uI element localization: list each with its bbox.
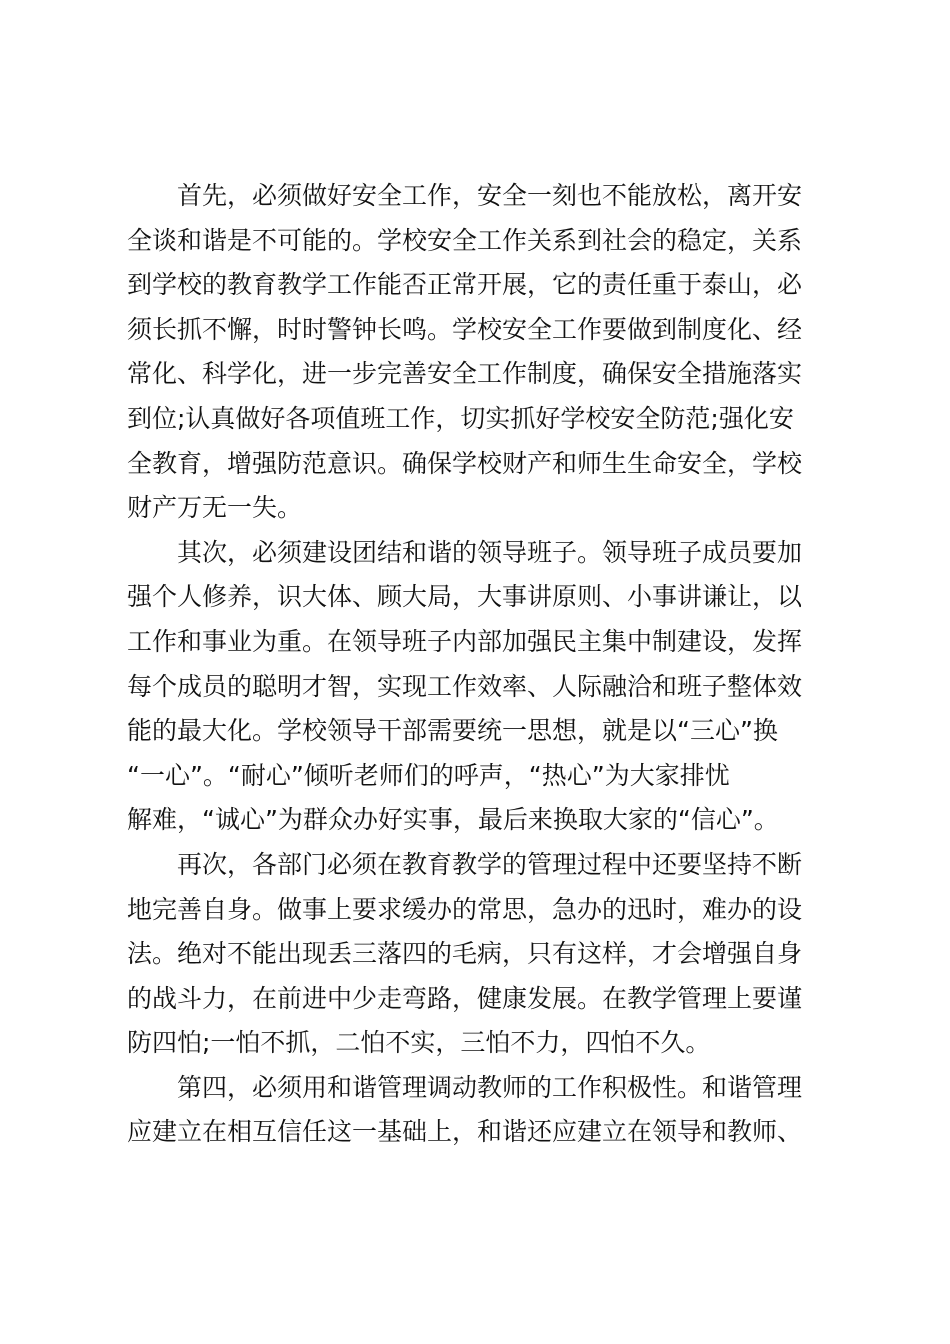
paragraph-safety — [127, 174, 835, 531]
text-line: 第四，必须用和谐管理调动教师的工作积极性。和谐管理 — [127, 1072, 803, 1102]
text-line: 解难，“诚心”为群众办好实事，最后来换取大家的“信心”。 — [127, 805, 779, 835]
paragraph-leadership — [127, 531, 835, 843]
text-line: 到学校的教育教学工作能否正常开展，它的责任重于泰山，必 — [127, 270, 803, 300]
text-line: 常化、科学化，进一步完善安全工作制度，确保安全措施落实 — [127, 359, 803, 389]
text-line: 能的最大化。学校领导干部需要统一思想，就是以“三心”换 — [127, 716, 778, 746]
document-body — [127, 174, 835, 1155]
text-line: 全教育，增强防范意识。确保学校财产和师生生命安全，学校 — [127, 448, 803, 478]
text-line: “一心”。“耐心”倾听老师们的呼声，“热心”为大家排忧 — [127, 760, 730, 790]
text-line: 地完善自身。做事上要求缓办的常思，急办的迅时，难办的设 — [127, 894, 803, 924]
paragraph-teacher-motivation — [127, 1066, 835, 1155]
text-line: 其次，必须建设团结和谐的领导班子。领导班子成员要加 — [127, 537, 803, 567]
text-line: 全谈和谐是不可能的。学校安全工作关系到社会的稳定，关系 — [127, 225, 803, 255]
text-line: 首先，必须做好安全工作，安全一刻也不能放松，离开安 — [127, 181, 803, 210]
text-line: 法。绝对不能出现丢三落四的毛病，只有这样，才会增强自身 — [127, 939, 803, 969]
text-line: 的战斗力，在前进中少走弯路，健康发展。在教学管理上要谨 — [127, 983, 803, 1013]
text-line: 再次，各部门必须在教育教学的管理过程中还要坚持不断 — [127, 849, 803, 879]
text-line: 财产万无一失。 — [127, 493, 303, 523]
text-line: 工作和事业为重。在领导班子内部加强民主集中制建设，发挥 — [127, 626, 803, 656]
paragraph-management — [127, 843, 835, 1066]
text-line: 须长抓不懈，时时警钟长鸣。学校安全工作要做到制度化、经 — [127, 314, 803, 344]
text-line: 应建立在相互信任这一基础上，和谐还应建立在领导和教师、 — [127, 1117, 803, 1147]
text-line: 防四怕;一怕不抓，二怕不实，三怕不力，四怕不久。 — [127, 1028, 711, 1058]
text-line: 强个人修养，识大体、顾大局，大事讲原则、小事讲谦让，以 — [127, 582, 803, 612]
text-line: 到位;认真做好各项值班工作，切实抓好学校安全防范;强化安 — [127, 403, 794, 433]
text-line: 每个成员的聪明才智，实现工作效率、人际融洽和班子整体效 — [127, 671, 803, 701]
